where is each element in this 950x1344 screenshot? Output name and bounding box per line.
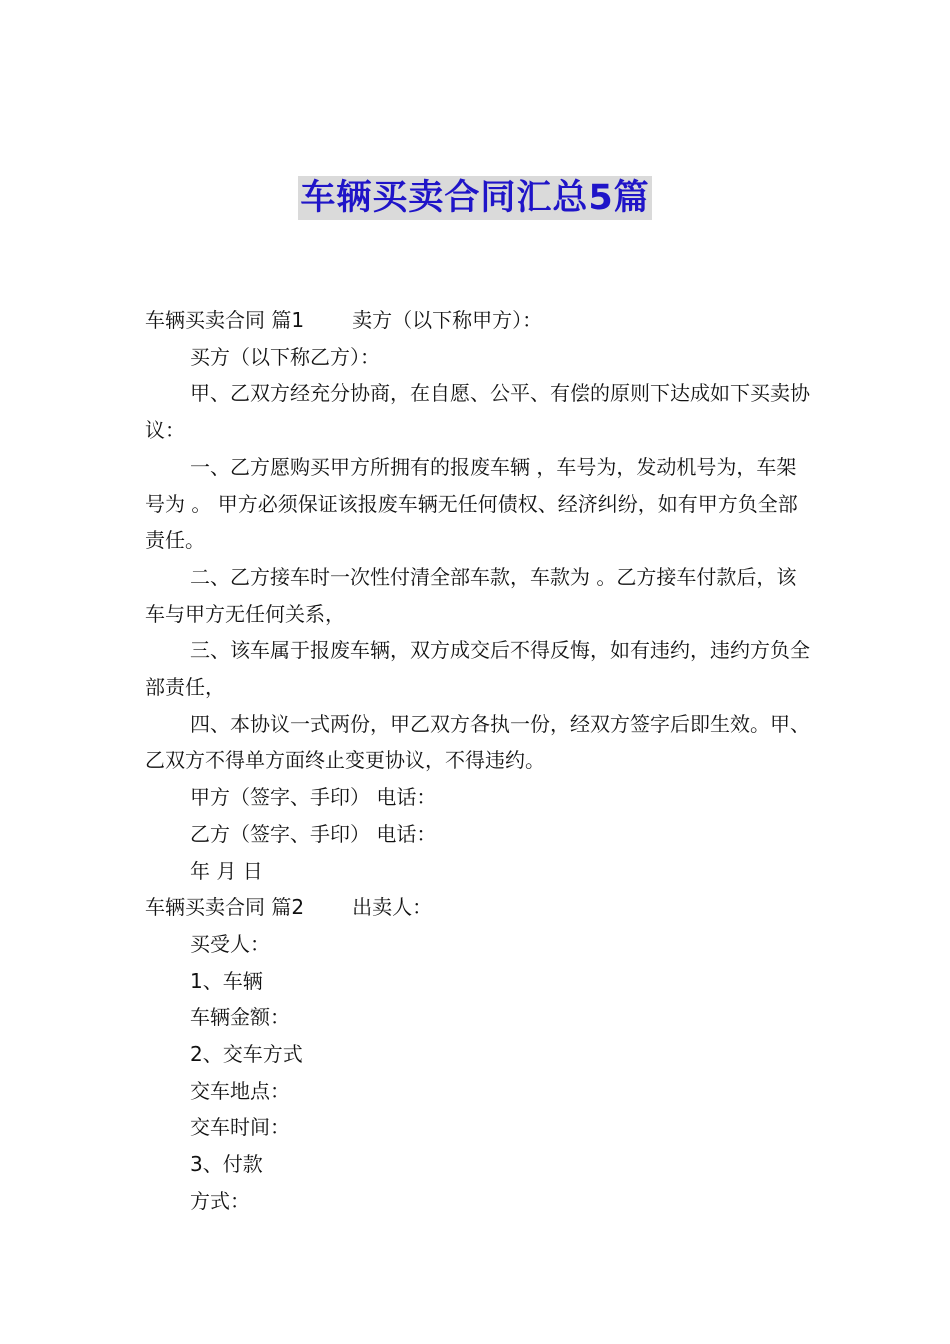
contract-2-item: 3、付款 (190, 1152, 263, 1177)
contract-2-item: 方式： (190, 1188, 250, 1213)
contract-2-item: 交车地点： (190, 1078, 290, 1103)
contract-2-item: 车辆金额： (190, 1005, 290, 1030)
contract-2-heading-line (145, 889, 815, 926)
contract-2-item: 2、交车方式 (190, 1042, 303, 1067)
contract-2-buyer: 买受人： (190, 931, 270, 956)
contract-1-signature-a: 甲方（签字、手印） 电话： (190, 785, 437, 810)
title-container (0, 176, 950, 220)
contract-1-intro: 甲、乙双方经充分协商，在自愿、公平、有偿的原则下达成如下买卖协议： (145, 381, 810, 443)
contract-1-buyer: 买方（以下称乙方）： (190, 344, 380, 369)
contract-1-seller: 卖方（以下称甲方）： (352, 308, 543, 332)
contract-2-item: 1、车辆 (190, 968, 263, 993)
contract-1-heading: 车辆买卖合同 篇1 (145, 308, 305, 332)
contract-1-heading-line (145, 302, 815, 339)
contract-1-date: 年 月 日 (190, 858, 263, 883)
contract-2-item: 交车时间： (190, 1115, 290, 1140)
contract-2-heading: 车辆买卖合同 篇2 (145, 895, 305, 920)
document-title: 车辆买卖合同汇总5篇 (300, 178, 650, 218)
contract-1-clause-4: 四、本协议一式两份，甲乙双方各执一份，经双方签字后即生效。甲、乙双方不得单方面终止变更协议，不得违约。 (145, 711, 810, 773)
contract-1-signature-b: 乙方（签字、手印） 电话： (190, 821, 437, 846)
document-body (145, 302, 815, 1220)
contract-1-clause-2: 二、乙方接车时一次性付清全部车款，车款为 。乙方接车付款后，该车与甲方无任何关系， (145, 564, 797, 626)
contract-1-clause-1: 一、乙方愿购买甲方所拥有的报废车辆 ，车号为，发动机号为，车架号为 。 甲方必须保证该报废车辆无任何债权、经济纠纷，如有甲方负全部责任。 (145, 454, 798, 553)
contract-1-clause-3: 三、该车属于报废车辆，双方成交后不得反悔，如有违约，违约方负全部责任， (145, 638, 810, 700)
contract-2-seller: 出卖人： (352, 895, 433, 920)
